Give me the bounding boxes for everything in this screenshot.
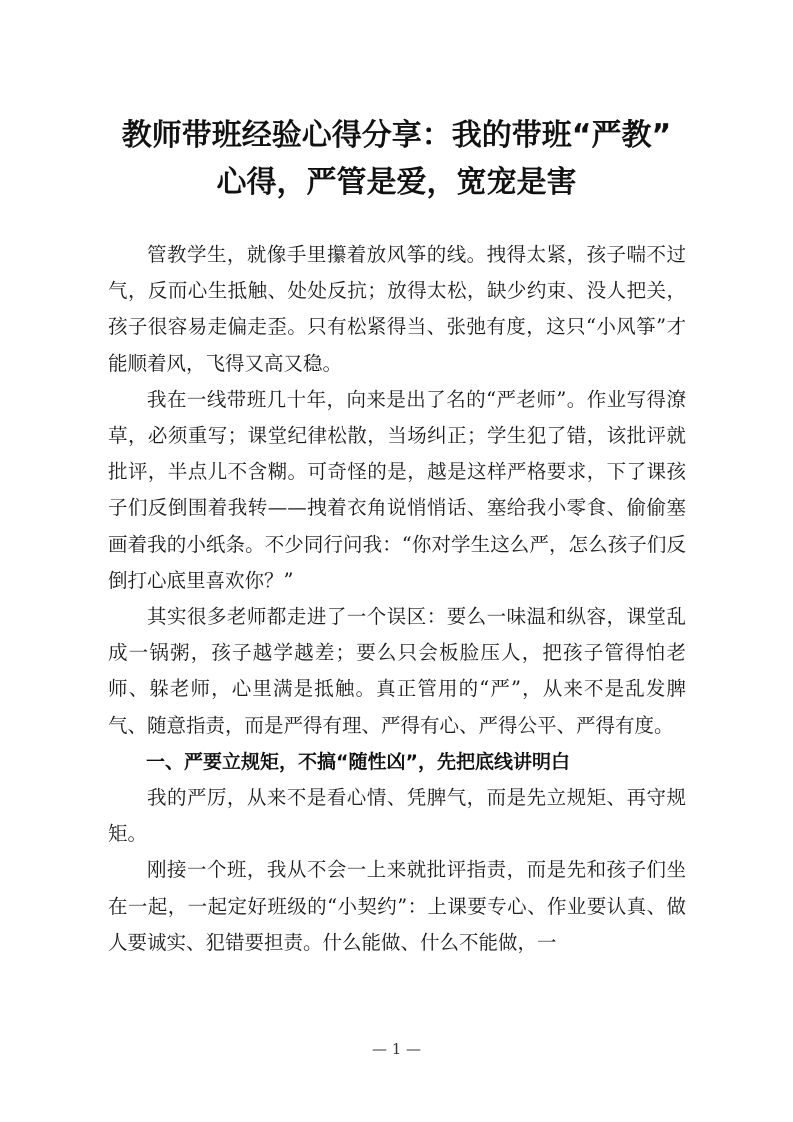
title-line-1: 教师带班经验心得分享：我的带班“严教” xyxy=(121,118,672,153)
paragraph-misconception: 其实很多老师都走进了一个误区：要么一味温和纵容，课堂乱成一锅粥，孩子越学越差；要么只会板脸压人，把孩子管得怕老师、躲老师，心里满是抵触。真正管用的“严”，从来不是乱发脾气、随意指责，而是严得有理、严得有心、严得公平、严得有度。 xyxy=(108,605,686,737)
paragraph-intro: 管教学生，就像手里攥着放风筝的线。拽得太紧，孩子喘不过气，反而心生抵触、处处反抗；放得太松，缺少约束、没人把关，孩子很容易走偏走歪。只有松紧得当、张弛有度，这只“小风筝”才能顺着风，飞得又高又稳。 xyxy=(108,243,686,375)
paragraph-experience: 我在一线带班几十年，向来是出了名的“严老师”。作业写得潦草，必须重写；课堂纪律松散，当场纠正；学生犯了错，该批评就批评，半点儿不含糊。可奇怪的是，越是这样严格要求，下了课孩子们反倒围着我转——拽着衣角说悄悄话、塞给我小零食、偷偷塞画着我的小纸条。不少同行问我：“你对学生这么严，怎么孩子们反倒打心底里喜欢你？” xyxy=(108,387,686,592)
section-1-paragraph-1: 我的严厉，从来不是看心情、凭脾气，而是先立规矩、再守规矩。 xyxy=(108,786,686,846)
page-number: — 1 — xyxy=(371,1040,422,1058)
title-line-2: 心得，严管是爱，宽宠是害 xyxy=(216,165,577,200)
section-1-paragraph-2: 刚接一个班，我从不会一上来就批评指责，而是先和孩子们坐在一起，一起定好班级的“小契约”：上课要专心、作业要认真、做人要诚实、犯错要担责。什么能做、什么不能做，一 xyxy=(108,858,686,954)
document-title xyxy=(100,112,693,206)
document-body xyxy=(108,237,686,961)
section-heading-1: 一、严要立规矩，不搞“随性凶”，先把底线讲明白 xyxy=(146,750,570,773)
